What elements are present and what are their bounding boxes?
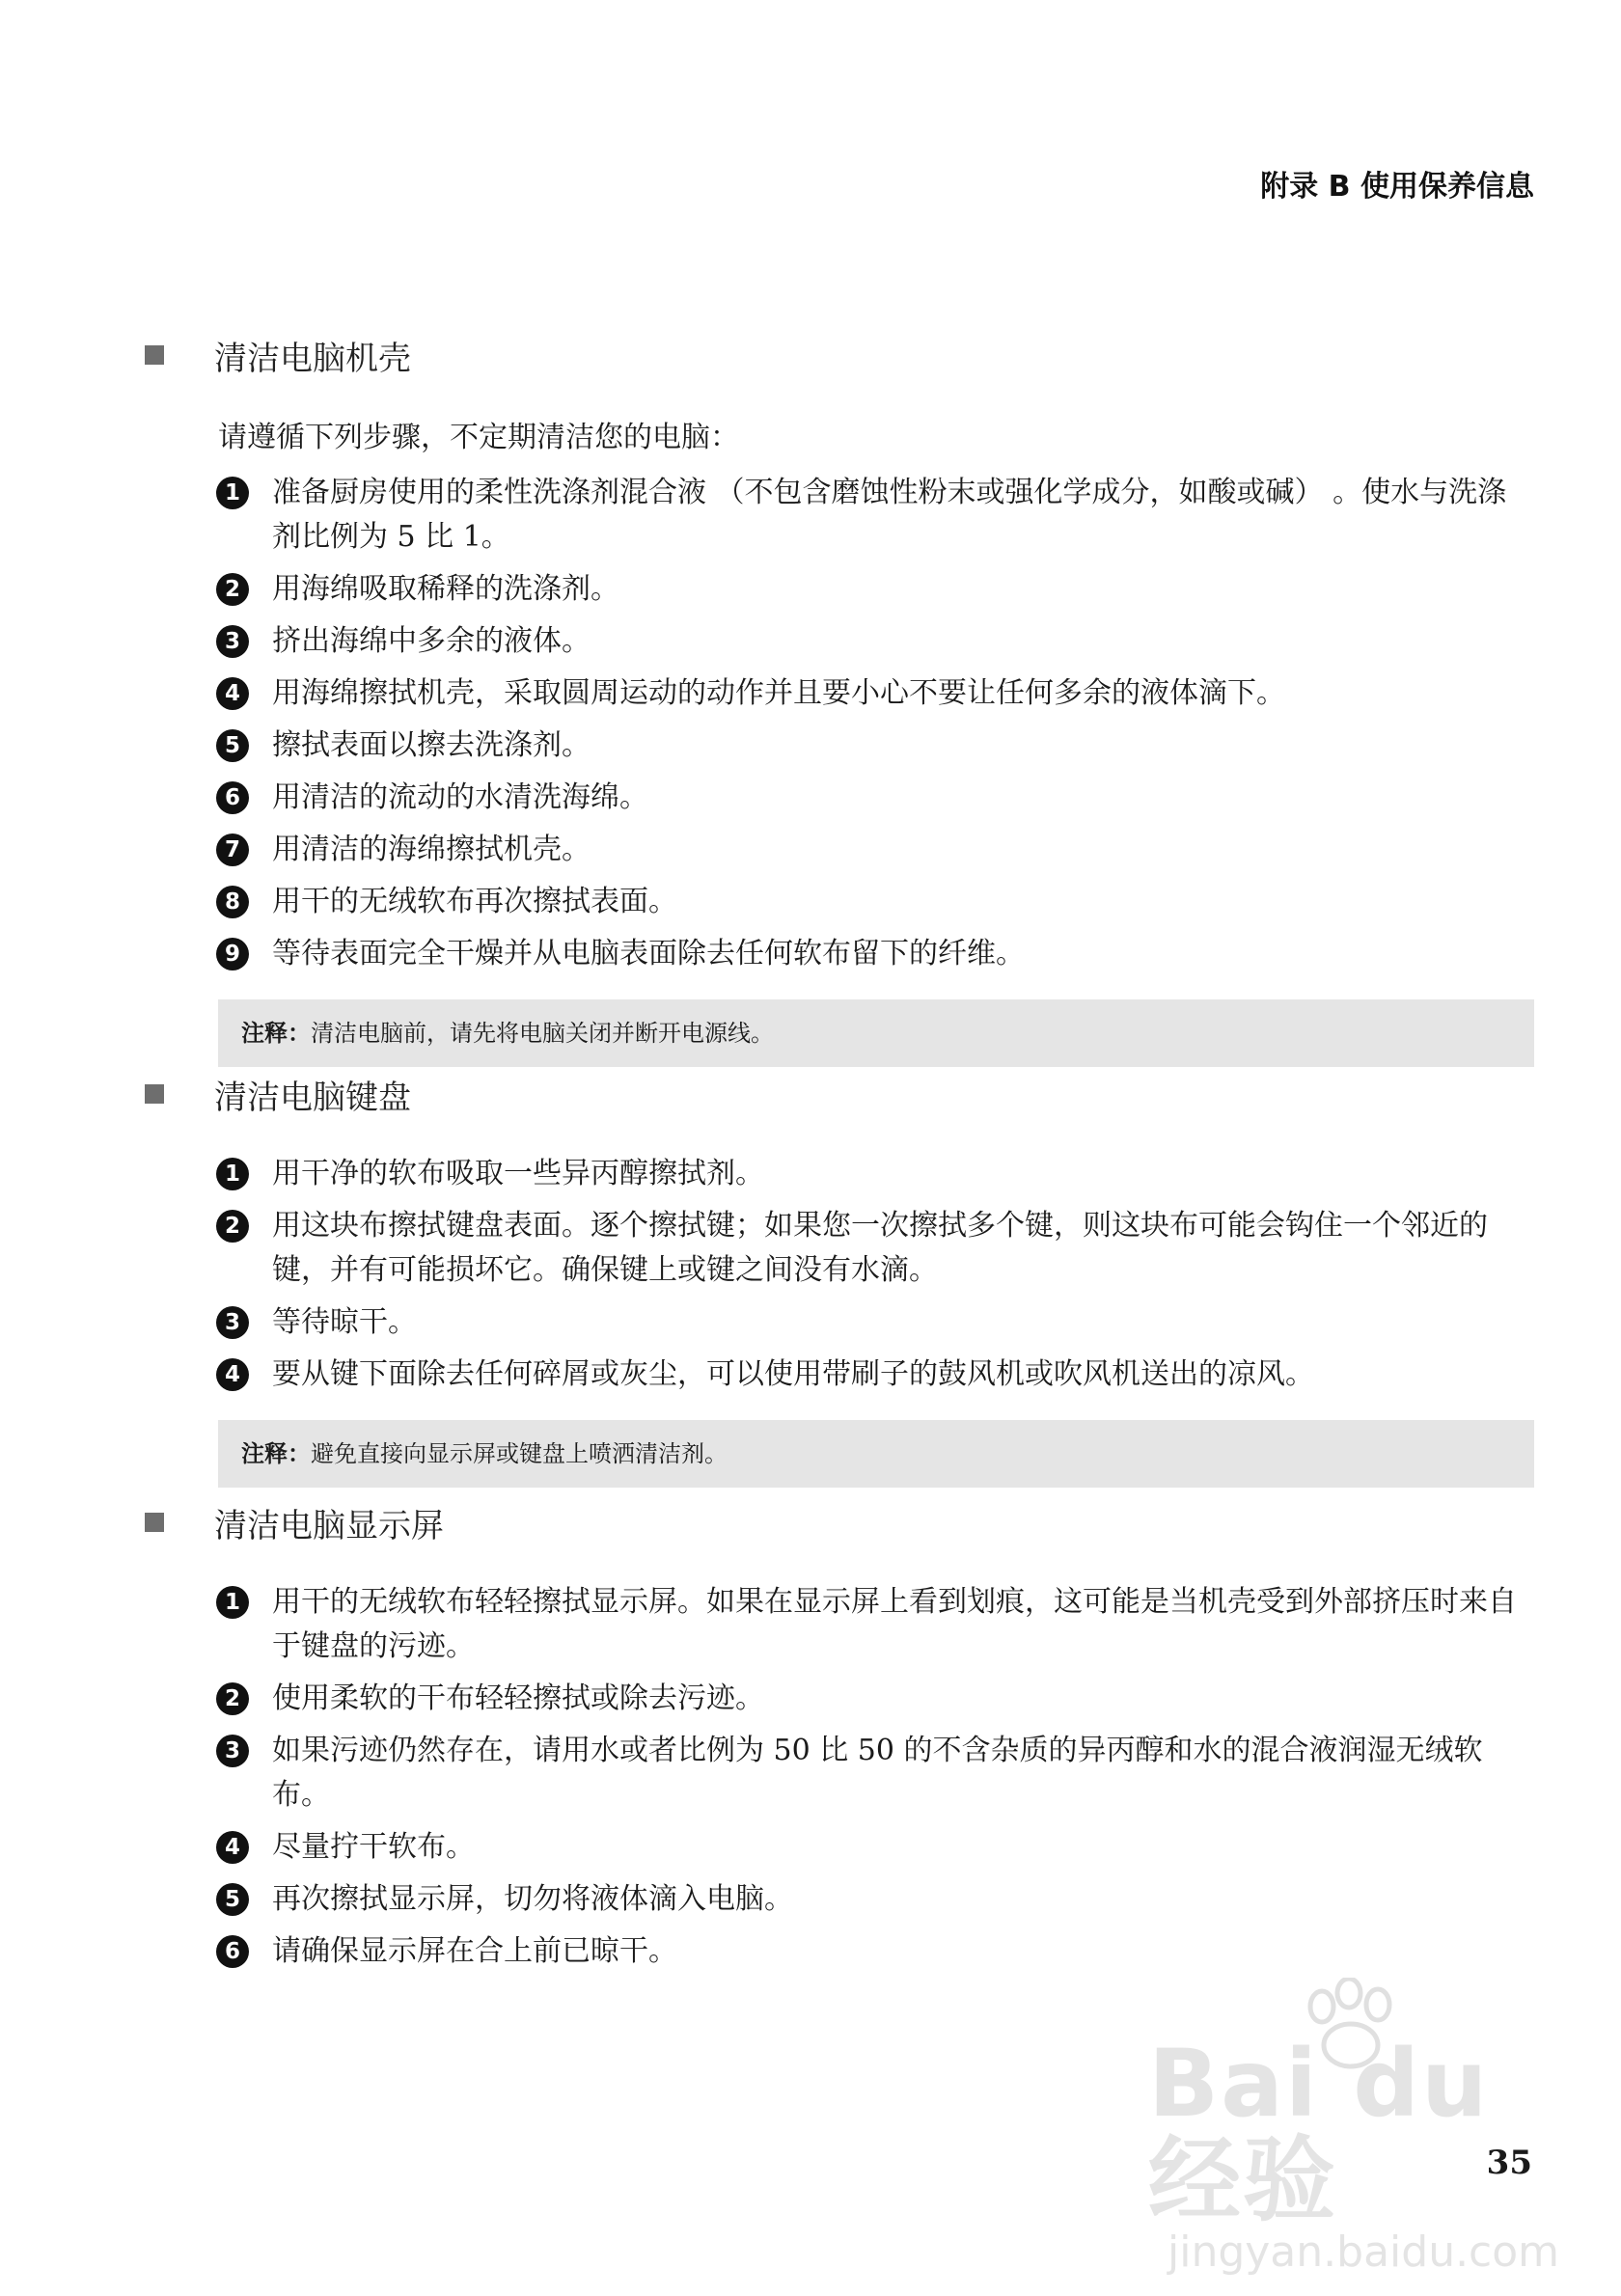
note-text: 避免直接向显示屏或键盘上喷洒清洁剂。 [311, 1440, 728, 1467]
note-label: 注释： [241, 1020, 311, 1047]
step-text: 用干的无绒软布轻轻擦拭显示屏。如果在显示屏上看到划痕，这可能是当机壳受到外部挤压时来自于键盘的污迹。 [272, 1585, 1517, 1663]
number-circle-icon: 1 [216, 1158, 249, 1190]
list-item [216, 828, 1534, 872]
page-number: 35 [1486, 2144, 1532, 2182]
list-item [216, 1300, 1534, 1345]
step-text: 准备厨房使用的柔性洗涤剂混合液 （不包含磨蚀性粉末或强化学成分，如酸或碱） 。使水与洗涤剂比例为 5 比 1。 [272, 476, 1507, 554]
step-list [216, 1580, 1534, 1974]
list-item [216, 619, 1534, 664]
note-box [218, 999, 1534, 1067]
step-text: 要从键下面除去任何碎屑或灰尘，可以使用带刷子的鼓风机或吹风机送出的凉风。 [272, 1357, 1314, 1391]
step-text: 请确保显示屏在合上前已晾干。 [272, 1934, 677, 1968]
list-item [216, 1825, 1534, 1870]
list-item [216, 1204, 1534, 1293]
note-box [218, 1420, 1534, 1488]
step-text: 挤出海绵中多余的液体。 [272, 624, 591, 658]
step-text: 用清洁的流动的水清洗海绵。 [272, 780, 648, 814]
step-text: 如果污迹仍然存在，请用水或者比例为 50 比 50 的不含杂质的异丙醇和水的混合液润湿无绒软布。 [272, 1734, 1483, 1812]
number-circle-icon: 2 [216, 1682, 249, 1715]
watermark-logo: Bai du 经验 [1148, 2030, 1490, 2234]
section-title [145, 332, 1534, 378]
list-item [216, 1580, 1534, 1669]
note-text: 清洁电脑前，请先将电脑关闭并断开电源线。 [311, 1020, 774, 1047]
step-text: 用干的无绒软布再次擦拭表面。 [272, 885, 677, 918]
list-item [216, 1152, 1534, 1196]
number-circle-icon: 2 [216, 1210, 249, 1243]
list-item [216, 1929, 1534, 1974]
step-text: 用海绵擦拭机壳，采取圆周运动的动作并且要小心不要让任何多余的液体滴下。 [272, 676, 1285, 710]
section-clean-display [145, 1499, 1534, 1982]
square-bullet-icon [145, 345, 164, 365]
section-clean-case [145, 332, 1534, 1067]
number-circle-icon: 1 [216, 477, 249, 509]
list-item [216, 567, 1534, 612]
step-text: 等待晾干。 [272, 1305, 417, 1339]
section-intro: 请遵循下列步骤，不定期清洁您的电脑： [218, 421, 739, 454]
list-item [216, 880, 1534, 924]
list-item [216, 471, 1534, 560]
number-circle-icon: 5 [216, 729, 249, 762]
list-item [216, 1353, 1534, 1397]
section-title-text: 清洁电脑键盘 [214, 1078, 411, 1117]
number-circle-icon: 5 [216, 1883, 249, 1916]
step-text: 擦拭表面以擦去洗涤剂。 [272, 728, 591, 762]
list-item [216, 1729, 1534, 1818]
step-list [216, 471, 1534, 976]
step-text: 用清洁的海绵擦拭机壳。 [272, 833, 591, 866]
list-item [216, 776, 1534, 820]
number-circle-icon: 4 [216, 677, 249, 710]
number-circle-icon: 6 [216, 1935, 249, 1968]
square-bullet-icon [145, 1084, 164, 1104]
paw-icon [1293, 1978, 1409, 2074]
list-item [216, 1677, 1534, 1721]
number-circle-icon: 3 [216, 1735, 249, 1767]
step-text: 尽量拧干软布。 [272, 1830, 475, 1864]
number-circle-icon: 9 [216, 938, 249, 970]
list-item [216, 932, 1534, 976]
section-title-text: 清洁电脑显示屏 [214, 1506, 444, 1545]
step-list [216, 1152, 1534, 1397]
baidu-watermark [1148, 2030, 1560, 2277]
step-text: 使用柔软的干布轻轻擦拭或除去污迹。 [272, 1681, 764, 1715]
list-item [216, 671, 1534, 716]
step-text: 用这块布擦拭键盘表面。逐个擦拭键；如果您一次擦拭多个键，则这块布可能会钩住一个邻近的键，并有可能损坏它。确保键上或键之间没有水滴。 [272, 1209, 1488, 1287]
number-circle-icon: 4 [216, 1358, 249, 1391]
page-header: 附录 B 使用保养信息 [1260, 170, 1534, 204]
note-label: 注释： [241, 1440, 311, 1467]
number-circle-icon: 3 [216, 1306, 249, 1339]
step-text: 用海绵吸取稀释的洗涤剂。 [272, 572, 619, 606]
watermark-url: jingyan.baidu.com [1168, 2228, 1560, 2277]
list-item [216, 724, 1534, 768]
number-circle-icon: 4 [216, 1831, 249, 1864]
step-text: 用干净的软布吸取一些异丙醇擦拭剂。 [272, 1157, 764, 1190]
square-bullet-icon [145, 1513, 164, 1532]
section-clean-keyboard [145, 1071, 1534, 1488]
step-text: 等待表面完全干燥并从电脑表面除去任何软布留下的纤维。 [272, 937, 1025, 970]
number-circle-icon: 8 [216, 886, 249, 918]
step-text: 再次擦拭显示屏，切勿将液体滴入电脑。 [272, 1882, 793, 1916]
number-circle-icon: 6 [216, 781, 249, 814]
number-circle-icon: 1 [216, 1586, 249, 1619]
number-circle-icon: 2 [216, 573, 249, 606]
section-title [145, 1499, 1534, 1545]
section-title [145, 1071, 1534, 1117]
number-circle-icon: 3 [216, 625, 249, 658]
list-item [216, 1877, 1534, 1922]
section-title-text: 清洁电脑机壳 [214, 339, 411, 378]
number-circle-icon: 7 [216, 834, 249, 866]
